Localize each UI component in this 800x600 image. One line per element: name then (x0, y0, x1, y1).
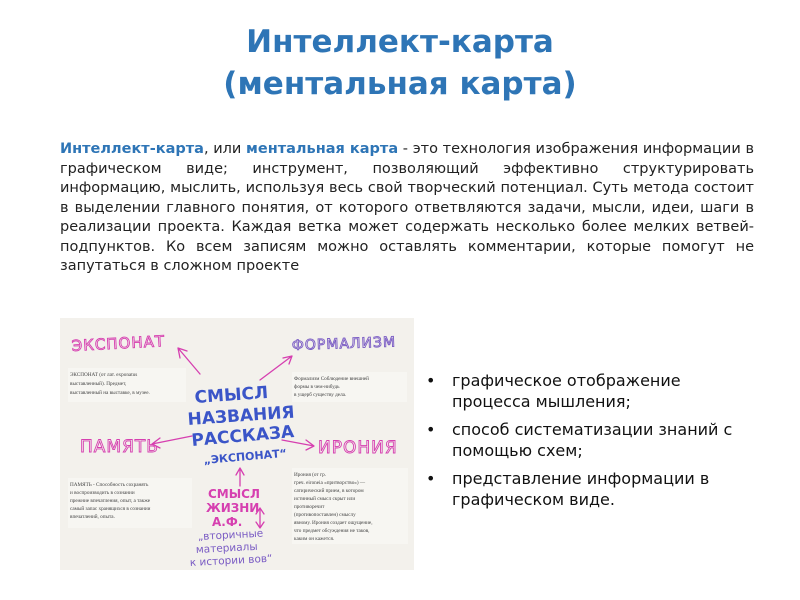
term-mental-map: ментальная карта (246, 141, 399, 157)
note-eksponat-line: выставленный). Предмет, (70, 381, 127, 387)
note-eksponat (68, 368, 186, 402)
branch-smysl-line: ЖИЗНИ (206, 501, 260, 515)
feature-list (422, 370, 742, 517)
note-ironiya-line: Ирония (от гр. (294, 472, 327, 478)
branch-smysl-line: А.Ф. (212, 515, 243, 529)
note-ironiya-line: истинный смысл скрыт или (294, 496, 356, 502)
branch-ironiya: ИРОНИЯ (318, 438, 398, 458)
feature-item: • способ систематизации знаний с помощью схем; (422, 419, 742, 461)
slide-title-line1: Интеллект-карта (246, 24, 554, 60)
note-pamyat-line: и воспроизводить в сознании (70, 490, 135, 496)
note-pamyat-line: самый запас хранящихся в сознании (70, 506, 151, 512)
note-ironiya-line: что предмет обсуждения не таков, (294, 528, 370, 534)
branch-formalizm: ФОРМАЛИЗМ (291, 334, 397, 354)
central-topic-line: НАЗВАНИЯ (186, 402, 296, 430)
note-eksponat-line: выставленный на выставке, в музее. (70, 390, 150, 396)
definition-paragraph (60, 140, 754, 277)
note-ironiya (292, 468, 408, 544)
note-formalizm-line: в ущерб существу дела. (294, 392, 347, 398)
branch-pamyat: ПАМЯТЬ (80, 437, 159, 457)
note-ironiya-line: каким он кажется. (294, 536, 335, 542)
note-pamyat-line: впечатлений, опыта. (70, 514, 115, 520)
note-formalizm-line: Формализм Соблюдение внешней (294, 376, 369, 382)
term-intellect-map: Интеллект-карта (60, 141, 204, 157)
note-formalizm-line: формы в чем-нибудь (294, 384, 340, 390)
note-formalizm (292, 372, 407, 402)
note-pamyat-line: ПАМЯТЬ - Способность сохранять (70, 482, 149, 488)
note-pamyat-line: прежние впечатления, опыт, а также (70, 498, 151, 504)
note-ironiya-line: явному. Ирония создает ощущение, (294, 520, 373, 526)
note-ironiya-line: противоречит (294, 504, 325, 510)
branch-vtorichnye-line: материалы (195, 540, 258, 556)
central-topic-line: СМЫСЛ (193, 382, 269, 408)
note-ironiya-line: греч. eironeia «притворство») — (294, 480, 366, 486)
note-ironiya-line: сатирический прием, в котором (294, 488, 364, 494)
branch-eksponat: ЭКСПОНАТ (71, 332, 166, 355)
branch-vtorichnye-line: к истории вов“ (189, 552, 273, 569)
branch-vtorichnye-line: „вторичные (197, 527, 264, 543)
branch-smysl-line: СМЫСЛ (208, 487, 260, 501)
feature-item: • представление информации в графическом виде. (422, 468, 742, 510)
feature-item: • графическое отображение процесса мышления; (422, 370, 742, 412)
central-topic-line: „ЭКСПОНАТ“ (203, 446, 288, 467)
note-pamyat (68, 478, 192, 528)
central-topic-line: РАССКАЗА (190, 422, 295, 451)
definition-body: - это технология изображения информации в графическом виде; инструмент, позволяющий эффективно структурировать информацию, мыслить, используя весь свой творческий потенциал. Суть метода состоит в выделении главного понятия, от которого ответвляются задачи, мысли, идеи, шаги в реализации проекта. Каждая ветка может содержать несколько более мелких ветвей-подпунктов. Ко всем записям можно оставлять комментарии, которые помогут не запутаться в сложном проекте (60, 141, 754, 274)
note-eksponat-line: ЭКСПОНАТ (от лат. exponatus (70, 372, 138, 378)
term-separator: , или (203, 141, 247, 157)
note-ironiya-line: (противопоставлен) смыслу (294, 512, 356, 518)
slide-title-line2: (ментальная карта) (223, 66, 577, 102)
mind-map-photo (60, 318, 414, 570)
